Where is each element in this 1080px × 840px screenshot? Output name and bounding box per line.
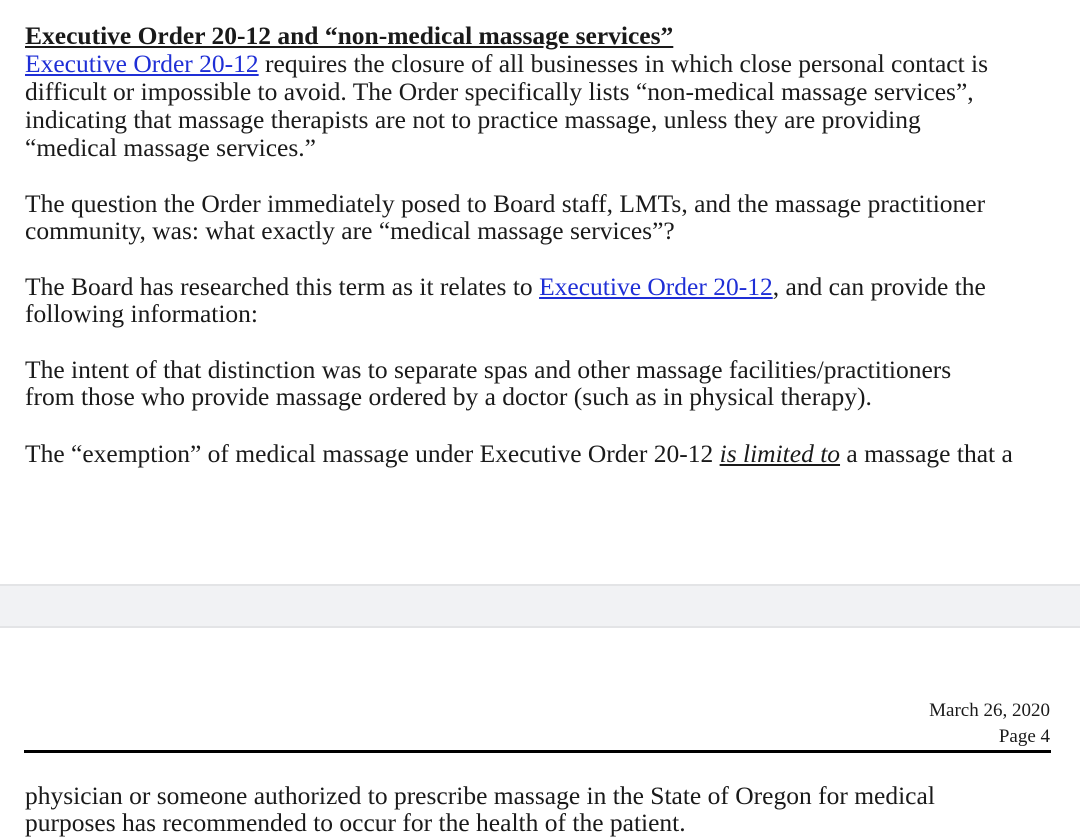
paragraph-2-line-2: community, was: what exactly are “medical massage services”? xyxy=(25,216,675,245)
paragraph-1-line-1: Executive Order 20-12 requires the closure of all businesses in which close personal contact is xyxy=(25,49,989,78)
paragraph-2-line-1: The question the Order immediately posed to Board staff, LMTs, and the massage practitioner xyxy=(25,189,986,218)
paragraph-3-line-2: following information: xyxy=(25,299,259,328)
paragraph-5-line-1: The “exemption” of medical massage under Executive Order 20-12 is limited to a massage that a xyxy=(25,439,1013,468)
page-4-line-2: purposes has recommended to occur for the health of the patient. xyxy=(25,808,686,837)
paragraph-1-line-4: “medical massage services.” xyxy=(25,133,316,162)
paragraph-3-line-1: The Board has researched this term as it relates to Executive Order 20-12, and can provide the xyxy=(25,272,986,301)
paragraph-4-line-1: The intent of that distinction was to separate spas and other massage facilities/practitioners xyxy=(25,355,952,384)
emphasis-text: is limited to xyxy=(719,439,841,468)
paragraph-1-line-3: indicating that massage therapists are not to practice massage, unless they are providing xyxy=(25,105,921,134)
header-rule xyxy=(24,750,1051,753)
paragraph-4-line-2: from those who provide massage ordered by a doctor (such as in physical therapy). xyxy=(25,382,872,411)
paragraph-1-line-2: difficult or impossible to avoid. The Order specifically lists “non-medical massage services”, xyxy=(25,77,974,106)
header-page-number: Page 4 xyxy=(998,726,1050,747)
executive-order-link-2[interactable]: Executive Order 20-12 xyxy=(539,272,773,301)
executive-order-link[interactable]: Executive Order 20-12 xyxy=(25,49,259,78)
header-date: March 26, 2020 xyxy=(929,700,1050,721)
page-4-line-1: physician or someone authorized to prescribe massage in the State of Oregon for medical xyxy=(25,781,935,810)
page-break-separator xyxy=(0,584,1080,628)
section-heading: Executive Order 20-12 and “non-medical massage services” xyxy=(25,21,674,50)
